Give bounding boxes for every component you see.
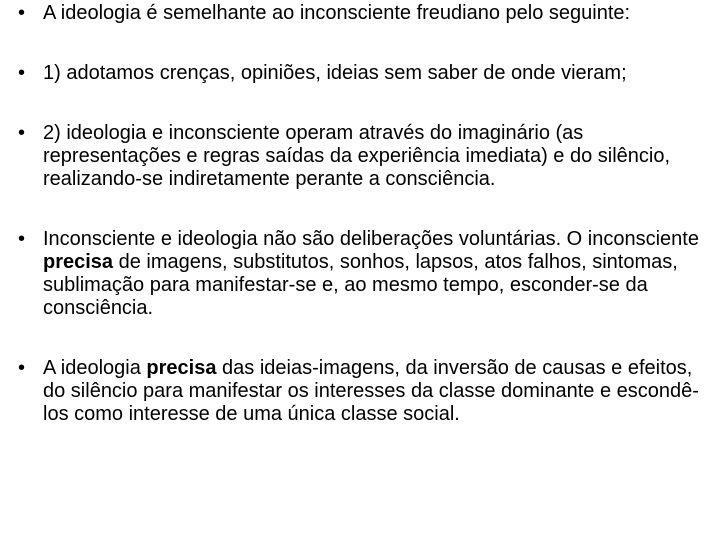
bullet-icon: • [18,62,26,84]
bullet-list [18,2,708,426]
bullet-text-part: das ideias-imagens, da inversão de causas e efeitos, do silêncio para manifestar os interesses da classe dominante e escondê-los como interesse de uma única classe social. [43,357,699,425]
bullet-text-part: de imagens, substitutos, sonhos, lapsos, atos falhos, sintomas, sublimação para manifestar-se e, ao mesmo tempo, esconder-se da consciência. [43,251,678,319]
bullet-text: 1) adotamos crenças, opiniões, ideias sem saber de onde vieram; [43,62,627,84]
bullet-icon: • [18,2,26,24]
bullet-item-1 [18,2,708,25]
bullet-item-4 [18,228,708,320]
bullet-item-5 [18,357,708,426]
bullet-icon: • [18,122,26,144]
bullet-icon: • [18,357,26,379]
bullet-text: A ideologia é semelhante ao inconsciente freudiano pelo seguinte: [43,2,631,24]
bullet-item-2 [18,62,708,85]
bullet-icon: • [18,228,26,250]
bullet-text-part: Inconsciente e ideologia não são deliberações voluntárias. O inconsciente [43,228,699,250]
bullet-text-part: A ideologia [43,357,147,379]
bullet-text-emphasis: precisa [43,251,114,273]
bullet-text-emphasis: precisa [146,357,217,379]
bullet-item-3 [18,122,708,191]
bullet-text: 2) ideologia e inconsciente operam através do imaginário (as representações e regras saídas da experiência imediata) e do silêncio, realizando-se indiretamente perante a consciência. [43,122,671,190]
